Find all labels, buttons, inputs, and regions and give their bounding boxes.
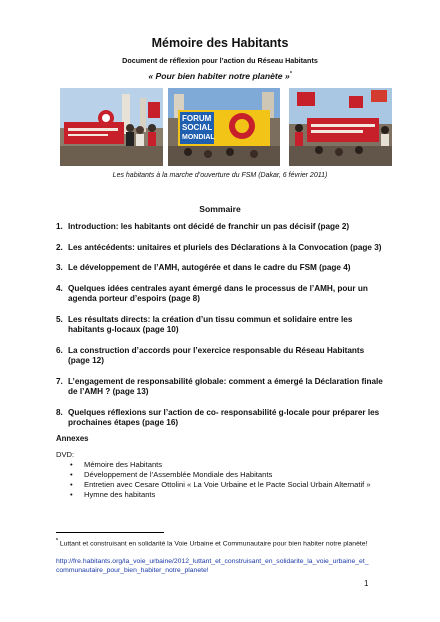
footnote-link[interactable]: http://fre.habitants.org/la_voie_urbaine/2012_luttant_et_construisant_en_solidarite_la_voie_urbaine_et_communautaire_pour_bien_habiter_notre_planete! [56, 558, 369, 574]
dvd-list-item [70, 470, 390, 480]
sommaire-heading: Sommaire [199, 204, 241, 214]
bullet-icon: • [70, 490, 73, 499]
toc-item-number: 4. [56, 283, 63, 293]
document-tagline [0, 71, 440, 81]
tagline-text: « Pour bien habiter notre planète » [148, 71, 290, 81]
footnote-text [56, 537, 368, 548]
toc-item-number: 7. [56, 376, 63, 386]
page-number: 1 [364, 579, 369, 588]
toc-item-text: Quelques idées centrales ayant émergé dans le processus de l’AMH, pour un agenda porteur d’espoirs (page 8) [68, 283, 368, 303]
toc-item [56, 315, 386, 336]
banner-text-3: MONDIAL [182, 134, 215, 141]
dvd-item-text: Mémoire des Habitants [84, 460, 163, 469]
toc-item-text: Les antécédents: unitaires et pluriels des Déclarations à la Convocation (page 3) [68, 242, 382, 252]
toc-item [56, 408, 386, 429]
dvd-list-item [70, 460, 390, 470]
photo-march-left-image [60, 88, 163, 166]
footnote-body: Luttant et construisant en solidarité la Voie Urbaine et Communautaire pour bien habiter notre planète! [59, 540, 368, 548]
dvd-label: DVD: [56, 450, 75, 459]
dvd-list-item [70, 480, 390, 490]
photo-red-flags-image [289, 88, 392, 166]
document-title: Mémoire des Habitants [151, 36, 289, 50]
banner-text-2: SOCIAL [182, 123, 213, 132]
toc-item-text: Les résultats directs: la création d’un tissu commun et solidaire entre les habitants g-locaux (page 10) [68, 314, 353, 334]
photo-red-flags [289, 88, 392, 166]
toc-item-text: L’engagement de responsabilité globale: comment a émergé la Déclaration finale de l’AMH ? (page 13) [68, 376, 383, 396]
toc-item [56, 243, 386, 254]
dvd-list-item [70, 490, 390, 500]
toc-item-number: 6. [56, 345, 63, 355]
tagline-footnote-mark: * [289, 71, 292, 78]
photo-fsm-banner-image [168, 88, 280, 166]
toc-item-text: Le développement de l’AMH, autogérée et dans le cadre du FSM (page 4) [68, 263, 351, 272]
toc-item [56, 284, 386, 305]
toc-item-number: 2. [56, 242, 63, 252]
photo-fsm-banner [168, 88, 280, 166]
footnote-divider [56, 532, 164, 533]
toc-item-text: La construction d’accords pour l’exercice responsable du Réseau Habitants (page 12) [68, 345, 365, 365]
bullet-icon: • [70, 460, 73, 469]
dvd-item-text: Entretien avec Cesare Ottolini « La Voie Urbaine et le Pacte Social Urbain Alternatif » [84, 480, 371, 489]
dvd-item-text: Hymne des habitants [84, 490, 156, 499]
toc-item-number: 8. [56, 407, 63, 417]
photo-caption: Les habitants à la marche d’ouverture du FSM (Dakar, 6 février 2011) [112, 172, 328, 179]
toc-item-number: 3. [56, 263, 63, 272]
photo-march-left [60, 88, 163, 166]
toc-item [56, 222, 386, 233]
bullet-icon: • [70, 470, 73, 479]
toc-item [56, 346, 386, 367]
table-of-contents [56, 222, 386, 429]
document-subtitle: Document de réflexion pour l’action du Réseau Habitants [122, 56, 318, 65]
bullet-icon: • [70, 480, 73, 489]
toc-item-number: 5. [56, 314, 63, 324]
dvd-item-text: Développement de l’Assemblée Mondiale des Habitants [84, 470, 273, 479]
toc-item [56, 263, 386, 274]
dvd-list [70, 460, 390, 500]
footnote-mark: * [56, 538, 58, 544]
toc-item-text: Quelques réflexions sur l’action de co- responsabilité g-locale pour préparer les prochaines étapes (page 16) [68, 407, 380, 427]
toc-item-text: Introduction: les habitants ont décidé de franchir un pas décisif (page 2) [68, 222, 350, 231]
toc-item-number: 1. [56, 222, 63, 231]
annexes-heading: Annexes [56, 434, 89, 443]
banner-text-1: FORUM [182, 114, 212, 123]
toc-item [56, 377, 386, 398]
